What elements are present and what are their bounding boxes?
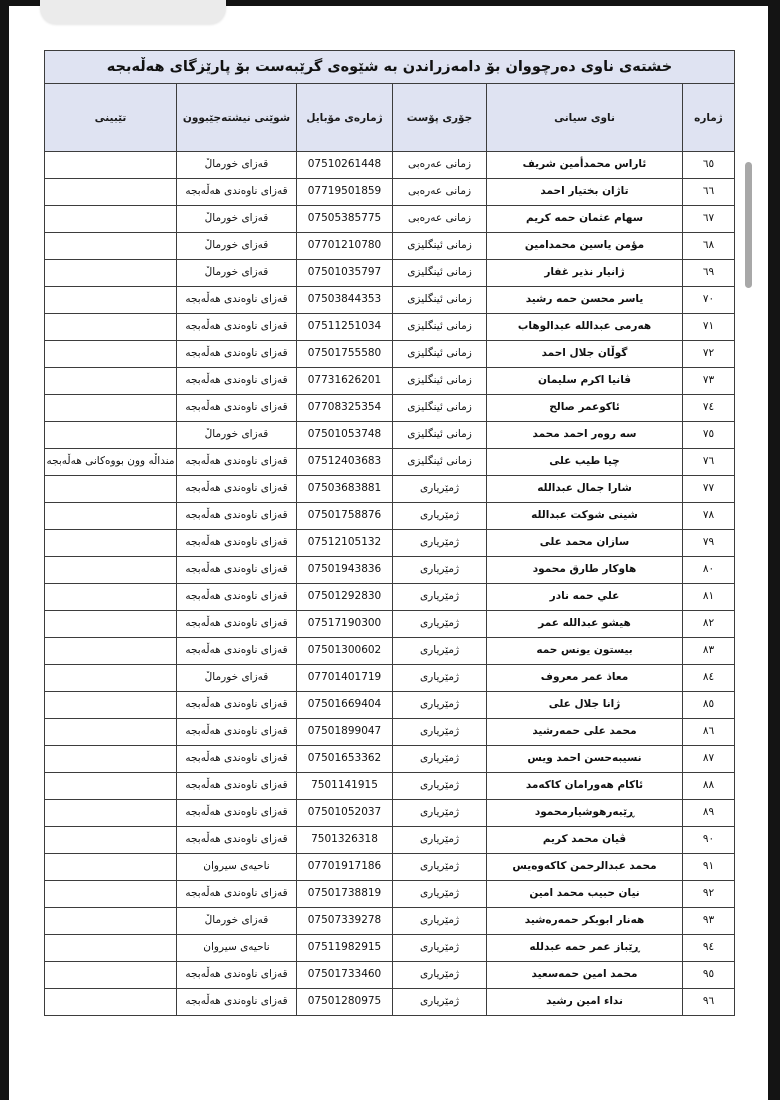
table-row[interactable] (44, 395, 734, 422)
table-row[interactable] (44, 800, 734, 827)
cell-place: قەزای خورمالٚ (177, 233, 297, 260)
cell-name: گوڵان جلال احمد (487, 341, 683, 368)
cell-job: زمانی ئینگلیزی (393, 395, 487, 422)
cell-place: قەزای ناوەندی هەڵەبجە (177, 962, 297, 989)
cell-place: قەزای ناوەندی هەڵەبجە (177, 557, 297, 584)
device-frame-right (768, 0, 780, 1100)
cell-note (44, 395, 176, 422)
cell-phone: 07501669404 (297, 692, 393, 719)
cell-note (44, 233, 176, 260)
cell-name: ژانیار نذیر غفار (487, 260, 683, 287)
cell-job: زمانی ئینگلیزی (393, 233, 487, 260)
cell-job: زمانی عەرەبی (393, 206, 487, 233)
cell-place: قەزای ناوەندی هەڵەبجە (177, 773, 297, 800)
cell-no: ٨٤ (683, 665, 735, 692)
table-body (44, 152, 734, 1016)
cell-no: ٨٣ (683, 638, 735, 665)
column-header-job[interactable]: جۆری پۆست (393, 84, 487, 152)
cell-phone: 07517190300 (297, 611, 393, 638)
cell-note (44, 260, 176, 287)
cell-name: ئاکام هەورامان کاکەمد (487, 773, 683, 800)
cell-place: قەزای خورمالٚ (177, 260, 297, 287)
cell-place: قەزای خورمالٚ (177, 152, 297, 179)
vertical-scrollbar-track[interactable] (759, 62, 766, 1052)
cell-no: ٩٦ (683, 989, 735, 1016)
cell-note (44, 422, 176, 449)
cell-note (44, 368, 176, 395)
cell-no: ٧٨ (683, 503, 735, 530)
cell-note (44, 287, 176, 314)
cell-place: قەزای ناوەندی هەڵەبجە (177, 746, 297, 773)
table-row[interactable] (44, 611, 734, 638)
cell-note (44, 719, 176, 746)
cell-name: محمد امین حمەسعید (487, 962, 683, 989)
cell-note (44, 584, 176, 611)
cell-job: ژمێریاری (393, 854, 487, 881)
cell-job: ژمێریاری (393, 476, 487, 503)
cell-phone: 07731626201 (297, 368, 393, 395)
cell-job: زمانی عەرەبی (393, 152, 487, 179)
cell-name: هەنار ابوبکر حمەرەشید (487, 908, 683, 935)
table-row[interactable] (44, 341, 734, 368)
column-header-no[interactable]: ژمارە (683, 84, 735, 152)
table-row[interactable] (44, 827, 734, 854)
cell-phone: 07701210780 (297, 233, 393, 260)
cell-name: ئاکوعمر صالح (487, 395, 683, 422)
table-row[interactable] (44, 989, 734, 1016)
cell-no: ٧٩ (683, 530, 735, 557)
cell-phone: 07701401719 (297, 665, 393, 692)
cell-job: زمانی ئینگلیزی (393, 314, 487, 341)
cell-note (44, 611, 176, 638)
cell-name: نسیبەحسن احمد ویس (487, 746, 683, 773)
cell-job: ژمێریاری (393, 719, 487, 746)
cell-name: تاژان بختیار احمد (487, 179, 683, 206)
table-row[interactable] (44, 962, 734, 989)
cell-job: ژمێریاری (393, 989, 487, 1016)
cell-phone: 07510261448 (297, 152, 393, 179)
cell-note (44, 152, 176, 179)
cell-phone: 07505385775 (297, 206, 393, 233)
cell-no: ٧١ (683, 314, 735, 341)
cell-no: ٦٧ (683, 206, 735, 233)
table-row[interactable] (44, 206, 734, 233)
cell-job: ژمێریاری (393, 773, 487, 800)
cell-name: یاسر محسن حمە رشید (487, 287, 683, 314)
vertical-scrollbar-thumb[interactable] (745, 162, 752, 288)
cell-no: ٦٦ (683, 179, 735, 206)
cell-note (44, 692, 176, 719)
cell-note: مندالٚە وون بووەکانی هەڵەبجە (44, 449, 176, 476)
page-title: خشتەی ناوی دەرچووان بۆ دامەزراندن بە شێوەی گرێبەست بۆ پارێزگای هەڵەبجە (44, 51, 734, 84)
cell-no: ٦٨ (683, 233, 735, 260)
column-header-phone[interactable]: ژمارەی مۆبایل (297, 84, 393, 152)
cell-phone: 07719501859 (297, 179, 393, 206)
cell-phone: 07507339278 (297, 908, 393, 935)
graduates-table (44, 50, 735, 1016)
cell-phone: 07501300602 (297, 638, 393, 665)
cell-phone: 07512403683 (297, 449, 393, 476)
cell-place: قەزای ناوەندی هەڵەبجە (177, 449, 297, 476)
cell-name: بیستون یونس حمە (487, 638, 683, 665)
table-row[interactable] (44, 854, 734, 881)
cell-name: ڕێبەرهوشیارمحمود (487, 800, 683, 827)
cell-job: ژمێریاری (393, 557, 487, 584)
cell-no: ٨٢ (683, 611, 735, 638)
cell-name: محمد علی حمەرشید (487, 719, 683, 746)
cell-note (44, 935, 176, 962)
cell-place: قەزای خورمالٚ (177, 908, 297, 935)
cell-name: ژانا جلال علی (487, 692, 683, 719)
cell-place: قەزای ناوەندی هەڵەبجە (177, 287, 297, 314)
cell-no: ٧٠ (683, 287, 735, 314)
cell-no: ٨٦ (683, 719, 735, 746)
cell-name: معاذ عمر معروف (487, 665, 683, 692)
cell-name: هیشو عبدالله عمر (487, 611, 683, 638)
cell-no: ٩٠ (683, 827, 735, 854)
cell-name: محمد عبدالرحمن کاکەوەیس (487, 854, 683, 881)
cell-job: ژمێریاری (393, 746, 487, 773)
cell-name: سازان محمد علی (487, 530, 683, 557)
table-row[interactable] (44, 179, 734, 206)
cell-place: قەزای ناوەندی هەڵەبجە (177, 368, 297, 395)
cell-place: قەزای ناوەندی هەڵەبجە (177, 179, 297, 206)
cell-job: ژمێریاری (393, 503, 487, 530)
cell-name: ڕێباز عمر حمە عبدلله (487, 935, 683, 962)
cell-phone: 07501733460 (297, 962, 393, 989)
column-header-name[interactable]: ناوی سیانی (487, 84, 683, 152)
cell-phone: 07501653362 (297, 746, 393, 773)
cell-job: ژمێریاری (393, 530, 487, 557)
cell-place: قەزای ناوەندی هەڵەبجە (177, 827, 297, 854)
cell-job: ژمێریاری (393, 827, 487, 854)
cell-note (44, 962, 176, 989)
cell-name: نداء امین رشید (487, 989, 683, 1016)
cell-job: زمانی ئینگلیزی (393, 422, 487, 449)
table-row[interactable] (44, 881, 734, 908)
cell-phone: 07503683881 (297, 476, 393, 503)
cell-name: سە روەر احمد محمد (487, 422, 683, 449)
cell-job: زمانی ئینگلیزی (393, 287, 487, 314)
cell-place: قەزای ناوەندی هەڵەبجە (177, 692, 297, 719)
cell-no: ٧٥ (683, 422, 735, 449)
cell-no: ٧٣ (683, 368, 735, 395)
cell-phone: 07512105132 (297, 530, 393, 557)
cell-place: ناحیەی سیروان (177, 935, 297, 962)
cell-no: ٨١ (683, 584, 735, 611)
cell-phone: 07511251034 (297, 314, 393, 341)
cell-place: قەزای ناوەندی هەڵەبجە (177, 719, 297, 746)
table-row[interactable] (44, 314, 734, 341)
cell-job: زمانی ئینگلیزی (393, 260, 487, 287)
column-header-note[interactable]: تێبینی (44, 84, 176, 152)
cell-place: قەزای ناوەندی هەڵەبجە (177, 503, 297, 530)
cell-note (44, 557, 176, 584)
table-row[interactable] (44, 692, 734, 719)
cell-note (44, 746, 176, 773)
table-row[interactable] (44, 449, 734, 476)
cell-place: قەزای ناوەندی هەڵەبجە (177, 314, 297, 341)
table-row[interactable] (44, 233, 734, 260)
cell-job: ژمێریاری (393, 962, 487, 989)
cell-no: ٧٦ (683, 449, 735, 476)
cell-no: ٨٥ (683, 692, 735, 719)
table-row[interactable] (44, 260, 734, 287)
cell-job: ژمێریاری (393, 908, 487, 935)
cell-phone: 07501292830 (297, 584, 393, 611)
table-title-row (44, 51, 734, 84)
cell-no: ٩٢ (683, 881, 735, 908)
cell-job: زمانی ئینگلیزی (393, 449, 487, 476)
table-row[interactable] (44, 719, 734, 746)
cell-phone: 07501758876 (297, 503, 393, 530)
cell-job: ژمێریاری (393, 692, 487, 719)
cell-name: نیان حبیب محمد امین (487, 881, 683, 908)
table-row[interactable] (44, 665, 734, 692)
cell-place: قەزای خورمالٚ (177, 206, 297, 233)
cell-name: مؤمن یاسین محمدامین (487, 233, 683, 260)
cell-phone: 07501943836 (297, 557, 393, 584)
table-column-headers (44, 84, 734, 152)
device-frame-left (0, 0, 9, 1100)
cell-name: شینی شوکت عبدالله (487, 503, 683, 530)
table-row[interactable] (44, 908, 734, 935)
cell-note (44, 476, 176, 503)
cell-note (44, 989, 176, 1016)
cell-note (44, 665, 176, 692)
cell-phone: 07501280975 (297, 989, 393, 1016)
cell-place: قەزای ناوەندی هەڵەبجە (177, 584, 297, 611)
cell-name: هەرمی عبدالله عبدالوهاب (487, 314, 683, 341)
cell-note (44, 773, 176, 800)
cell-note (44, 638, 176, 665)
cell-no: ٦٥ (683, 152, 735, 179)
cell-place: قەزای خورمالٚ (177, 422, 297, 449)
cell-job: ژمێریاری (393, 935, 487, 962)
table-row[interactable] (44, 152, 734, 179)
cell-phone: 7501141915 (297, 773, 393, 800)
table-container (45, 50, 735, 1016)
table-row[interactable] (44, 584, 734, 611)
cell-no: ٩٤ (683, 935, 735, 962)
table-row[interactable] (44, 368, 734, 395)
sheet-handle-panel[interactable] (40, 0, 226, 24)
table-row[interactable] (44, 638, 734, 665)
cell-no: ٩٥ (683, 962, 735, 989)
cell-job: ژمێریاری (393, 638, 487, 665)
cell-name: چیا طیب علی (487, 449, 683, 476)
table-row[interactable] (44, 287, 734, 314)
cell-name: هاوکار طارق محمود (487, 557, 683, 584)
cell-job: زمانی ئینگلیزی (393, 368, 487, 395)
cell-phone: 07501755580 (297, 341, 393, 368)
cell-job: ژمێریاری (393, 665, 487, 692)
cell-job: ژمێریاری (393, 584, 487, 611)
cell-no: ٨٧ (683, 746, 735, 773)
cell-no: ٨٩ (683, 800, 735, 827)
cell-no: ٨٠ (683, 557, 735, 584)
cell-job: زمانی عەرەبی (393, 179, 487, 206)
cell-job: زمانی ئینگلیزی (393, 341, 487, 368)
column-header-place[interactable]: شوێنی نیشتەجێبوون (177, 84, 297, 152)
cell-place: قەزای ناوەندی هەڵەبجە (177, 638, 297, 665)
cell-no: ٨٨ (683, 773, 735, 800)
cell-name: شارا جمال عبدالله (487, 476, 683, 503)
cell-place: ناحیەی سیروان (177, 854, 297, 881)
cell-place: قەزای ناوەندی هەڵەبجە (177, 395, 297, 422)
cell-job: ژمێریاری (393, 800, 487, 827)
cell-phone: 07503844353 (297, 287, 393, 314)
cell-place: قەزای ناوەندی هەڵەبجە (177, 800, 297, 827)
cell-note (44, 314, 176, 341)
table-row[interactable] (44, 557, 734, 584)
cell-note (44, 503, 176, 530)
cell-note (44, 341, 176, 368)
cell-name: ڤانیا اکرم سلیمان (487, 368, 683, 395)
cell-place: قەزای ناوەندی هەڵەبجە (177, 476, 297, 503)
cell-name: سهام عثمان حمە کریم (487, 206, 683, 233)
cell-job: ژمێریاری (393, 881, 487, 908)
cell-no: ٩٣ (683, 908, 735, 935)
cell-phone: 07701917186 (297, 854, 393, 881)
cell-place: قەزای ناوەندی هەڵەبجە (177, 530, 297, 557)
cell-phone: 07501738819 (297, 881, 393, 908)
cell-no: ٦٩ (683, 260, 735, 287)
table-head (44, 51, 734, 84)
cell-no: ٧٤ (683, 395, 735, 422)
table-row[interactable] (44, 773, 734, 800)
cell-name: علي حمە نادر (487, 584, 683, 611)
cell-note (44, 881, 176, 908)
cell-place: قەزای ناوەندی هەڵەبجە (177, 881, 297, 908)
cell-note (44, 908, 176, 935)
cell-no: ٧٢ (683, 341, 735, 368)
table-row[interactable] (44, 476, 734, 503)
cell-phone: 7501326318 (297, 827, 393, 854)
cell-note (44, 854, 176, 881)
table-row[interactable] (44, 503, 734, 530)
cell-phone: 07511982915 (297, 935, 393, 962)
cell-phone: 07501052037 (297, 800, 393, 827)
cell-phone: 07501053748 (297, 422, 393, 449)
table-row[interactable] (44, 746, 734, 773)
cell-note (44, 800, 176, 827)
cell-no: ٧٧ (683, 476, 735, 503)
cell-place: قەزای ناوەندی هەڵەبجە (177, 611, 297, 638)
cell-note (44, 179, 176, 206)
cell-name: ڤیان محمد کریم (487, 827, 683, 854)
cell-phone: 07501899047 (297, 719, 393, 746)
header-row (44, 84, 734, 152)
table-row[interactable] (44, 530, 734, 557)
table-row[interactable] (44, 422, 734, 449)
cell-note (44, 206, 176, 233)
table-row[interactable] (44, 935, 734, 962)
cell-place: قەزای ناوەندی هەڵەبجە (177, 341, 297, 368)
cell-note (44, 530, 176, 557)
cell-place: قەزای خورمالٚ (177, 665, 297, 692)
cell-place: قەزای ناوەندی هەڵەبجە (177, 989, 297, 1016)
cell-job: ژمێریاری (393, 611, 487, 638)
cell-name: ئاراس محمدأمین شریف (487, 152, 683, 179)
cell-phone: 07501035797 (297, 260, 393, 287)
cell-phone: 07708325354 (297, 395, 393, 422)
cell-note (44, 827, 176, 854)
cell-no: ٩١ (683, 854, 735, 881)
